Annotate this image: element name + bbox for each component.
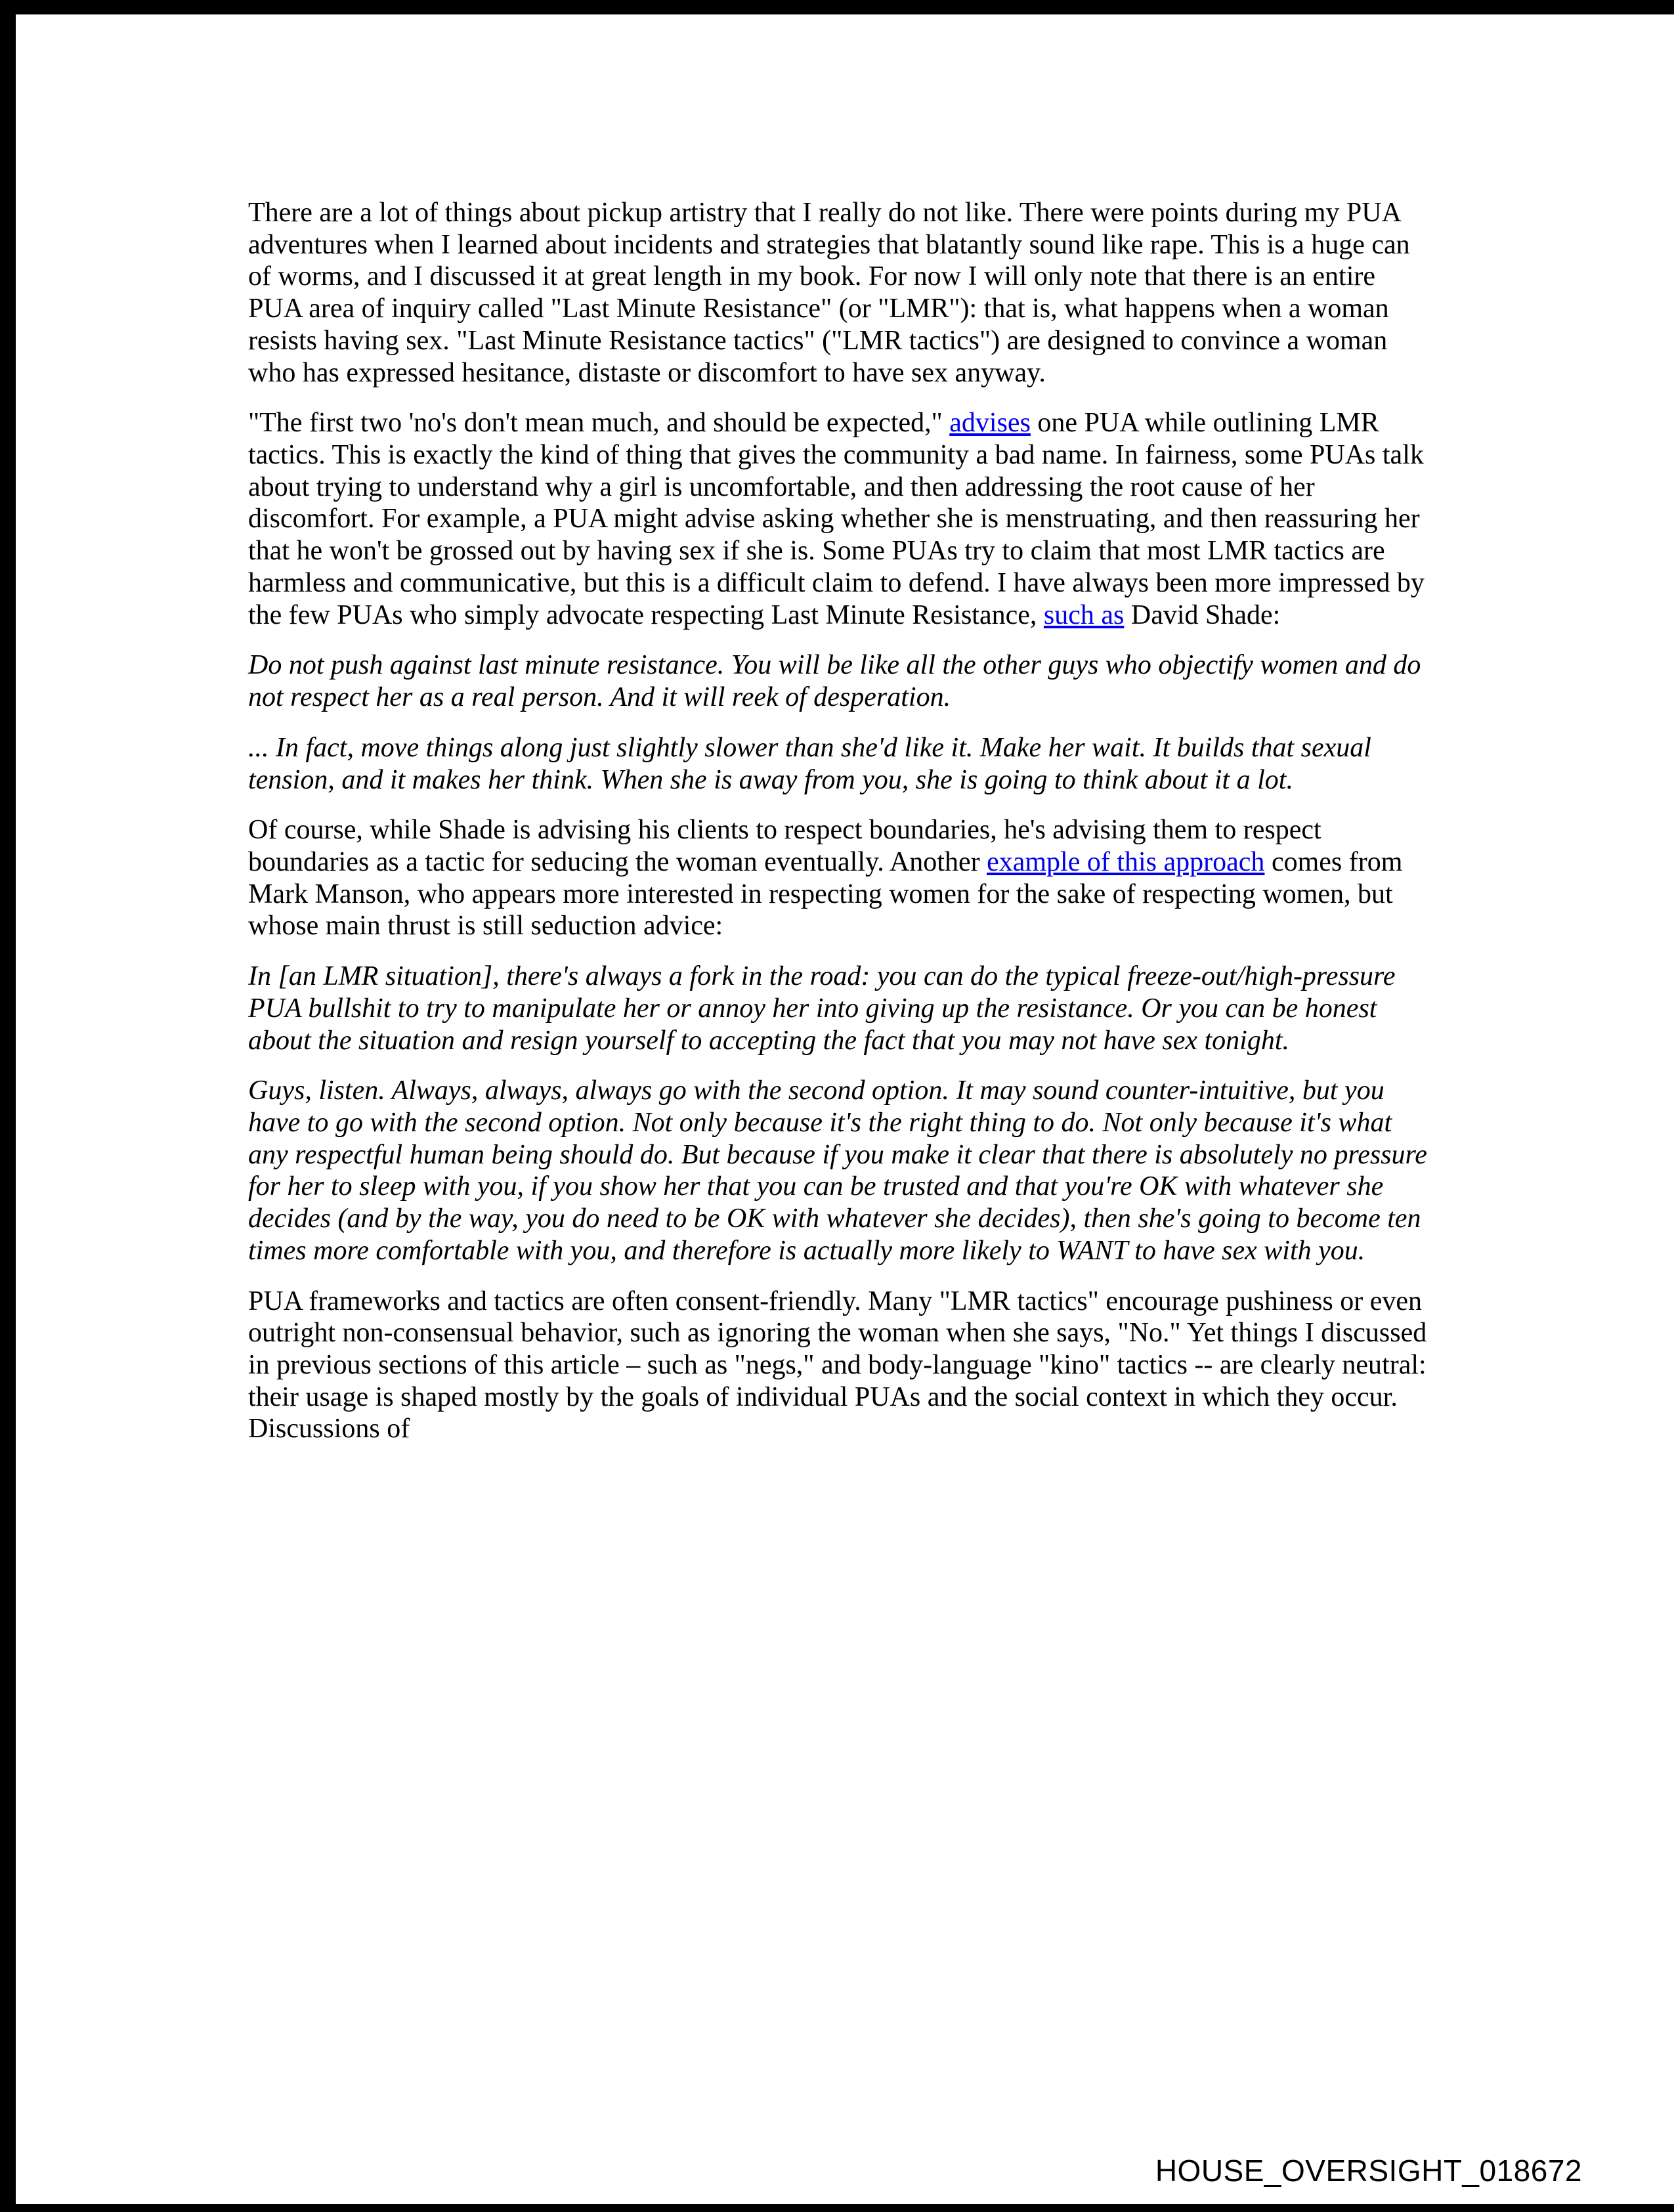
- quote-paragraph: [248, 961, 1430, 1056]
- paragraph: [248, 814, 1430, 942]
- document-body: [248, 197, 1430, 1464]
- quote-paragraph: [248, 649, 1430, 713]
- quote-paragraph: [248, 732, 1430, 796]
- inline-link[interactable]: such as: [1043, 599, 1125, 630]
- text-run: There are a lot of things about pickup artistry that I really do not like. There were points during my PUA adventures when I learned about incidents and strategies that blatantly sound like rape. This is a huge can of worms, and I discussed it at great length in my book. For now I will only note that there is an entire PUA area of inquiry called "Last Minute Resistance" (or "LMR"): that is, what happens when a woman resists having sex. "Last Minute Resistance tactics" ("LMR tactics") are designed to convince a woman who has expressed hesitance, distaste or discomfort to have sex anyway.: [248, 198, 1410, 388]
- text-run: Guys, listen. Always, always, always go with the second option. It may sound counter-intuitive, but you have to go with the second option. Not only because it's the right thing to do. Not only because it's what any respectful human being should do. But because if you make it clear that there is absolutely no pressure for her to sleep with you, if you show her that you can be trusted and that you're OK with whatever she decides (and by the way, you do need to be OK with whatever she decides), then she's going to become ten times more comfortable with you, and therefore is actually more likely to WANT to have sex with you.: [248, 1075, 1427, 1266]
- paragraph: [248, 197, 1430, 389]
- text-run: Of course, while Shade is advising his clients to respect boundaries, he's advising them to respect boundaries as a tactic for seducing the woman eventually. Another: [248, 815, 1321, 877]
- quote-paragraph: [248, 1075, 1430, 1267]
- text-run: Do not push against last minute resistance. You will be like all the other guys who objectify women and do not respect her as a real person. And it will reek of desperation.: [248, 650, 1421, 713]
- text-run: PUA frameworks and tactics are often consent-friendly. Many "LMR tactics" encourage pushiness or even outright non-consensual behavior, such as ignoring the woman when she says, "No." Yet things I discussed in previous sections of this article – such as "negs," and body-language "kino" tactics -- are clearly neutral: their usage is shaped mostly by the goals of individual PUAs and the social context in which they occur. Discussions of: [248, 1286, 1427, 1444]
- text-run: one PUA while outlining LMR tactics. This is exactly the kind of thing that gives the community a bad name. In fairness, some PUAs talk about trying to understand why a girl is uncomfortable, and then addressing the root cause of her discomfort. For example, a PUA might advise asking whether she is menstruating, and then reassuring her that he won't be grossed out by having sex if she is. Some PUAs try to claim that most LMR tactics are harmless and communicative, but this is a difficult claim to defend. I have always been more impressed by the few PUAs who simply advocate respecting Last Minute Resistance,: [248, 408, 1425, 630]
- scan-edge-left: [0, 0, 16, 2212]
- scan-edge-top: [0, 0, 1674, 14]
- text-run: ... In fact, move things along just slightly slower than she'd like it. Make her wait. It builds that sexual tension, and it makes her think. When she is away from you, she is going to think about it a lot.: [248, 732, 1371, 795]
- inline-link[interactable]: example of this approach: [987, 846, 1265, 877]
- text-run: "The first two 'no's don't mean much, and should be expected,": [248, 408, 950, 439]
- text-run: David Shade:: [1124, 599, 1281, 630]
- paragraph: [248, 1286, 1430, 1446]
- text-run: In [an LMR situation], there's always a fork in the road: you can do the typical freeze-out/high-pressure PUA bullshit to try to manipulate her or annoy her into giving up the resistance. Or you can be honest about the situation and resign yourself to accepting the fact that you may not have sex tonight.: [248, 961, 1396, 1056]
- paragraph: [248, 407, 1430, 631]
- scan-edge-bottom: [0, 2204, 1674, 2212]
- inline-link[interactable]: advises: [949, 408, 1031, 439]
- text-run: comes from Mark Manson, who appears more interested in respecting women for the sake of respecting women, but whose main thrust is still seduction advice:: [248, 846, 1403, 942]
- bates-stamp: HOUSE_OVERSIGHT_018672: [1155, 2154, 1582, 2188]
